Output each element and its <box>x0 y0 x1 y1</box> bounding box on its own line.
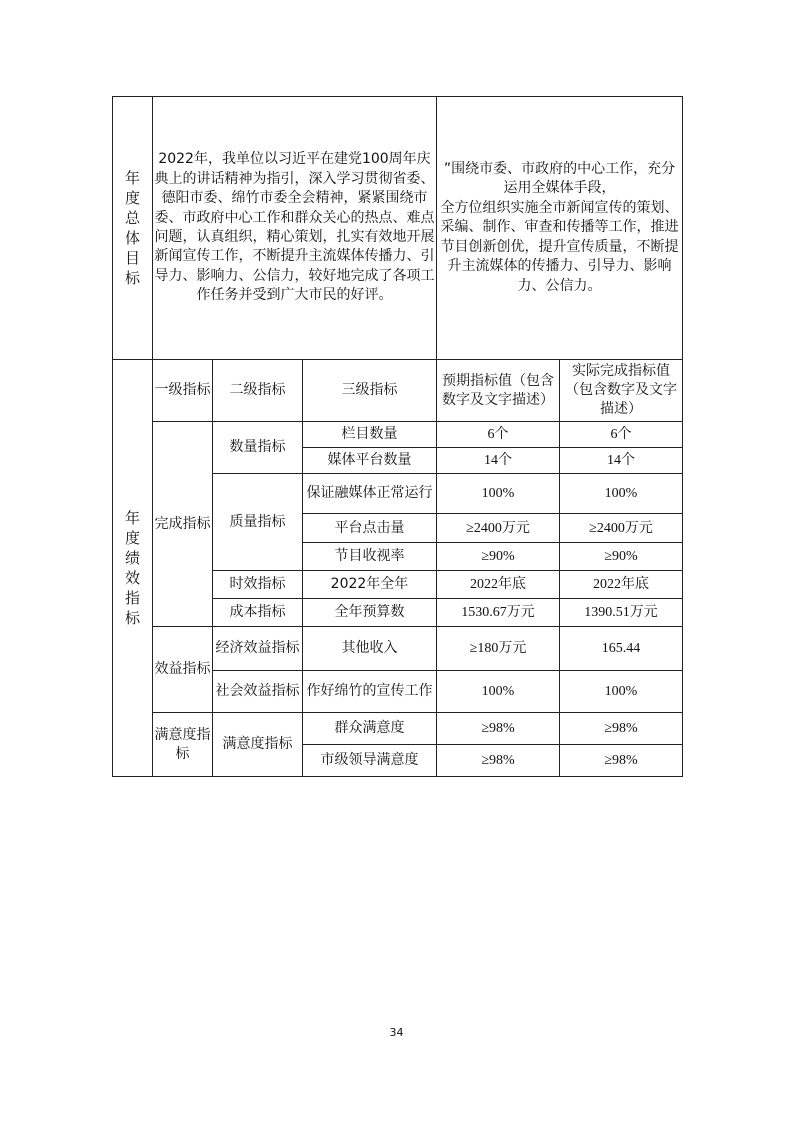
row-actual: ≥98% <box>560 745 683 777</box>
header-row <box>113 360 683 422</box>
row-expected: ≥90% <box>437 543 560 571</box>
row-expected: 100% <box>437 474 560 514</box>
sub-economic: 经济效益指标 <box>213 627 303 671</box>
row-expected: ≥98% <box>437 713 560 745</box>
header-expected: 预期指标值（包含数字及文字描述） <box>437 360 560 422</box>
row-name: 媒体平台数量 <box>303 448 437 474</box>
row-name: 群众满意度 <box>303 713 437 745</box>
row-expected: 1530.67万元 <box>437 599 560 627</box>
row-name: 2022年全年 <box>303 571 437 599</box>
table-row <box>113 627 683 671</box>
table-row <box>113 422 683 448</box>
row-expected: 100% <box>437 671 560 713</box>
row-actual: 14个 <box>560 448 683 474</box>
sub-timeliness: 时效指标 <box>213 571 303 599</box>
page-number: 34 <box>389 1026 404 1039</box>
goal-actual-text: 2022年，我单位以习近平在建党100周年庆典上的讲话精神为指引，深入学习贯彻省委、德阳市委、绵竹市委全会精神，紧紧围绕市委、市政府中心工作和群众关心的热点、难点问题，认真组织，精心策划，扎实有效地开展新闻宣传工作，不断提升主流媒体传播力、引导力、影响力、公信力，较好地完成了各项工作任务并受到广大市民的好评。 <box>153 97 437 360</box>
row-name: 保证融媒体正常运行 <box>303 474 437 514</box>
goal-row <box>113 97 683 360</box>
header-level2: 二级指标 <box>213 360 303 422</box>
group-benefit: 效益指标 <box>153 627 213 713</box>
row-name: 其他收入 <box>303 627 437 671</box>
row-actual: ≥2400万元 <box>560 514 683 543</box>
row-expected: ≥2400万元 <box>437 514 560 543</box>
row-name: 栏目数量 <box>303 422 437 448</box>
group-completion: 完成指标 <box>153 422 213 627</box>
sub-quantity: 数量指标 <box>213 422 303 474</box>
goal-planned-text <box>437 97 683 360</box>
row-name: 节目收视率 <box>303 543 437 571</box>
goal-planned-line-1: ”围绕市委、市政府的中心工作，充分运用全媒体手段， <box>443 161 676 197</box>
row-expected: 2022年底 <box>437 571 560 599</box>
header-level3: 三级指标 <box>303 360 437 422</box>
row-actual: 100% <box>560 474 683 514</box>
group-satisfaction: 满意度指标 <box>153 713 213 777</box>
row-name: 平台点击量 <box>303 514 437 543</box>
header-actual: 实际完成指标值（包含数字及文字描述） <box>560 360 683 422</box>
row-expected: ≥98% <box>437 745 560 777</box>
perf-label: 年度绩效指标 <box>113 360 153 777</box>
row-actual: 1390.51万元 <box>560 599 683 627</box>
row-actual: ≥98% <box>560 713 683 745</box>
header-level1: 一级指标 <box>153 360 213 422</box>
row-actual: 2022年底 <box>560 571 683 599</box>
goal-planned-line-2: 全方位组织实施全市新闻宣传的策划、采编、制作、审查和传播等工作，推进节目创新创优，提升宣传质量，不断提升主流媒体的传播力、引导力、影响力、公信力。 <box>440 199 679 294</box>
performance-table <box>112 96 683 777</box>
goal-label: 年度总体目标 <box>113 97 153 360</box>
row-expected: 14个 <box>437 448 560 474</box>
row-name: 市级领导满意度 <box>303 745 437 777</box>
row-actual: 100% <box>560 671 683 713</box>
sub-cost: 成本指标 <box>213 599 303 627</box>
sub-satisfaction: 满意度指标 <box>213 713 303 777</box>
row-name: 全年预算数 <box>303 599 437 627</box>
table-row <box>113 713 683 745</box>
sub-social: 社会效益指标 <box>213 671 303 713</box>
row-actual: 165.44 <box>560 627 683 671</box>
row-name: 作好绵竹的宣传工作 <box>303 671 437 713</box>
row-expected: 6个 <box>437 422 560 448</box>
row-actual: 6个 <box>560 422 683 448</box>
sub-quality: 质量指标 <box>213 474 303 571</box>
row-expected: ≥180万元 <box>437 627 560 671</box>
row-actual: ≥90% <box>560 543 683 571</box>
